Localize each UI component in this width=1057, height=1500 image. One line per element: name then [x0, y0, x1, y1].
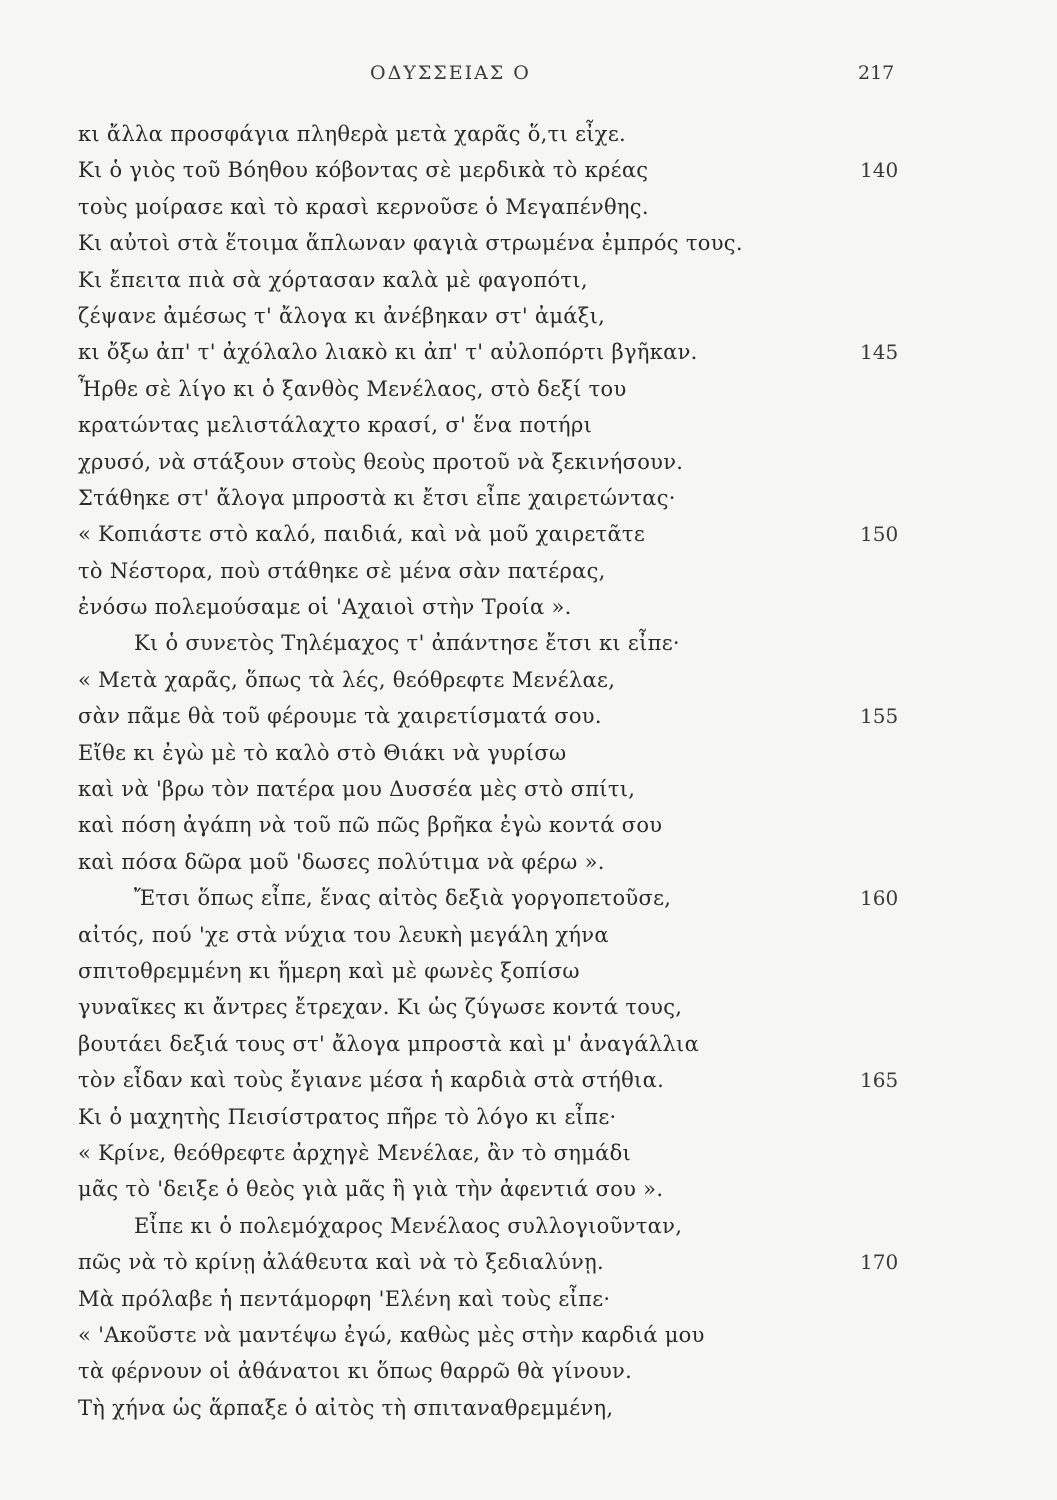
verse-text: μᾶς τὸ 'δειξε ὁ θεὸς γιὰ μᾶς ἢ γιὰ τὴν ἀφεντιά σου ». — [78, 1177, 664, 1202]
verse-line — [78, 698, 978, 734]
verse-line — [78, 880, 978, 916]
verse-text: γυναῖκες κι ἄντρες ἔτρεχαν. Κι ὡς ζύγωσε κοντά τους, — [78, 995, 683, 1020]
verse-text: Κι αὐτοὶ στὰ ἕτοιμα ἅπλωναν φαγιὰ στρωμένα ἐμπρός τους. — [78, 231, 743, 256]
verse-text: τὸ Νέστορα, ποὺ στάθηκε σὲ μένα σὰν πατέρας, — [78, 558, 606, 583]
verse-text: καὶ πόση ἀγάπη νὰ τοῦ πῶ πῶς βρῆκα ἐγὼ κοντά σου — [78, 813, 663, 838]
verse-text: Ἔτσι ὅπως εἶπε, ἕνας αἰτὸς δεξιὰ γοργοπετοῦσε, — [134, 886, 672, 911]
verse-line — [78, 589, 978, 625]
line-number: 145 — [860, 340, 899, 365]
line-number: 155 — [860, 704, 899, 729]
verse-line — [78, 1208, 978, 1244]
verse-line — [78, 407, 978, 443]
verse-line — [78, 334, 978, 370]
verse-text: Στάθηκε στ' ἄλογα μπροστὰ κι ἔτσι εἶπε χαιρετώντας· — [78, 485, 676, 510]
verse-line — [78, 1353, 978, 1389]
verse-text: Κι ὁ γιὸς τοῦ Βόηθου κόβοντας σὲ μερδικὰ τὸ κρέας — [78, 158, 649, 183]
verse-line — [78, 480, 978, 516]
verse-text: « 'Ακοῦστε νὰ μαντέψω ἐγώ, καθὼς μὲς στὴν καρδιά μου — [78, 1322, 705, 1347]
verse-line — [78, 1281, 978, 1317]
line-number: 140 — [860, 158, 899, 183]
line-number: 160 — [860, 886, 899, 911]
verse-line — [78, 152, 978, 188]
verse-line — [78, 553, 978, 589]
verse-text: βουτάει δεξιά τους στ' ἄλογα μπροστὰ καὶ μ' ἀναγάλλια — [78, 1031, 700, 1056]
verse-line — [78, 1135, 978, 1171]
verse-text: τὸν εἶδαν καὶ τοὺς ἔγιανε μέσα ἡ καρδιὰ στὰ στήθια. — [78, 1068, 665, 1093]
verse-block — [78, 116, 978, 1426]
page-number: 217 — [858, 62, 895, 84]
verse-text: Κι ὁ συνετὸς Τηλέμαχος τ' ἀπάντησε ἔτσι κι εἶπε· — [134, 631, 680, 656]
verse-line — [78, 1026, 978, 1062]
verse-line — [78, 516, 978, 552]
verse-line — [78, 1244, 978, 1280]
running-head — [0, 62, 1057, 92]
verse-text: καὶ πόσα δῶρα μοῦ 'δωσες πολύτιμα νὰ φέρω ». — [78, 849, 605, 874]
verse-text: αἰτός, πού 'χε στὰ νύχια του λευκὴ μεγάλη χήνα — [78, 922, 609, 947]
line-number: 165 — [860, 1068, 899, 1093]
verse-line — [78, 116, 978, 152]
verse-text: Εἴθε κι ἐγὼ μὲ τὸ καλὸ στὸ Θιάκι νὰ γυρίσω — [78, 740, 567, 765]
verse-text: πῶς νὰ τὸ κρίνῃ ἀλάθευτα καὶ νὰ τὸ ξεδιαλύνῃ. — [78, 1250, 604, 1275]
verse-line — [78, 771, 978, 807]
verse-text: Τὴ χήνα ὡς ἅρπαξε ὁ αἰτὸς τὴ σπιταναθρεμμένη, — [78, 1395, 614, 1420]
verse-line — [78, 444, 978, 480]
verse-line — [78, 662, 978, 698]
verse-line — [78, 1390, 978, 1426]
verse-text: σπιτοθρεμμένη κι ἥμερη καὶ μὲ φωνὲς ξοπίσω — [78, 958, 580, 983]
verse-text: Κι ὁ μαχητὴς Πεισίστρατος πῆρε τὸ λόγο κι εἶπε· — [78, 1104, 617, 1129]
verse-text: σὰν πᾶμε θὰ τοῦ φέρουμε τὰ χαιρετίσματά σου. — [78, 704, 602, 729]
verse-line — [78, 189, 978, 225]
verse-line — [78, 735, 978, 771]
verse-line — [78, 1171, 978, 1207]
verse-text: Εἶπε κι ὁ πολεμόχαρος Μενέλαος συλλογιοῦνταν, — [134, 1213, 683, 1238]
verse-line — [78, 225, 978, 261]
running-title: ΟΔΥΣΣΕΙΑΣ Ο — [370, 62, 531, 84]
verse-text: « Κοπιάστε στὸ καλό, παιδιά, καὶ νὰ μοῦ χαιρετᾶτε — [78, 522, 646, 547]
verse-text: ζέψανε ἀμέσως τ' ἄλογα κι ἀνέβηκαν στ' ἀμάξι, — [78, 303, 606, 328]
verse-text: τὰ φέρνουν οἱ ἀθάνατοι κι ὅπως θαρρῶ θὰ γίνουν. — [78, 1359, 633, 1384]
verse-line — [78, 262, 978, 298]
verse-line — [78, 953, 978, 989]
verse-line — [78, 1099, 978, 1135]
verse-line — [78, 298, 978, 334]
verse-text: τοὺς μοίρασε καὶ τὸ κρασὶ κερνοῦσε ὁ Μεγαπένθης. — [78, 194, 649, 219]
verse-line — [78, 1062, 978, 1098]
verse-text: κι ὄξω ἀπ' τ' ἀχόλαλο λιακὸ κι ἀπ' τ' αὐλοπόρτι βγῆκαν. — [78, 340, 698, 365]
line-number: 150 — [860, 522, 899, 547]
verse-text: « Μετὰ χαρᾶς, ὅπως τὰ λές, θεόθρεφτε Μενέλαε, — [78, 667, 616, 692]
verse-text: κρατώντας μελιστάλαχτο κρασί, σ' ἕνα ποτήρι — [78, 413, 593, 438]
verse-line — [78, 1317, 978, 1353]
verse-text: « Κρίνε, θεόθρεφτε ἀρχηγὲ Μενέλαε, ἂν τὸ σημάδι — [78, 1140, 632, 1165]
verse-line — [78, 917, 978, 953]
verse-text: ἐνόσω πολεμούσαμε οἱ 'Αχαιοὶ στὴν Τροία ». — [78, 595, 572, 620]
line-number: 170 — [860, 1250, 899, 1275]
verse-text: Μὰ πρόλαβε ἡ πεντάμορφη 'Ελένη καὶ τοὺς εἶπε· — [78, 1286, 611, 1311]
verse-text: χρυσό, νὰ στάξουν στοὺς θεοὺς προτοῦ νὰ ξεκινήσουν. — [78, 449, 684, 474]
verse-line — [78, 371, 978, 407]
verse-line — [78, 989, 978, 1025]
verse-line — [78, 844, 978, 880]
verse-line — [78, 625, 978, 661]
verse-text: Κι ἔπειτα πιὰ σὰ χόρτασαν καλὰ μὲ φαγοπότι, — [78, 267, 588, 292]
verse-line — [78, 807, 978, 843]
verse-text: κι ἄλλα προσφάγια πληθερὰ μετὰ χαρᾶς ὅ,τι εἶχε. — [78, 122, 626, 146]
verse-text: καὶ νὰ 'βρω τὸν πατέρα μου Δυσσέα μὲς στὸ σπίτι, — [78, 777, 636, 802]
verse-text: Ἦρθε σὲ λίγο κι ὁ ξανθὸς Μενέλαος, στὸ δεξί του — [78, 376, 627, 401]
